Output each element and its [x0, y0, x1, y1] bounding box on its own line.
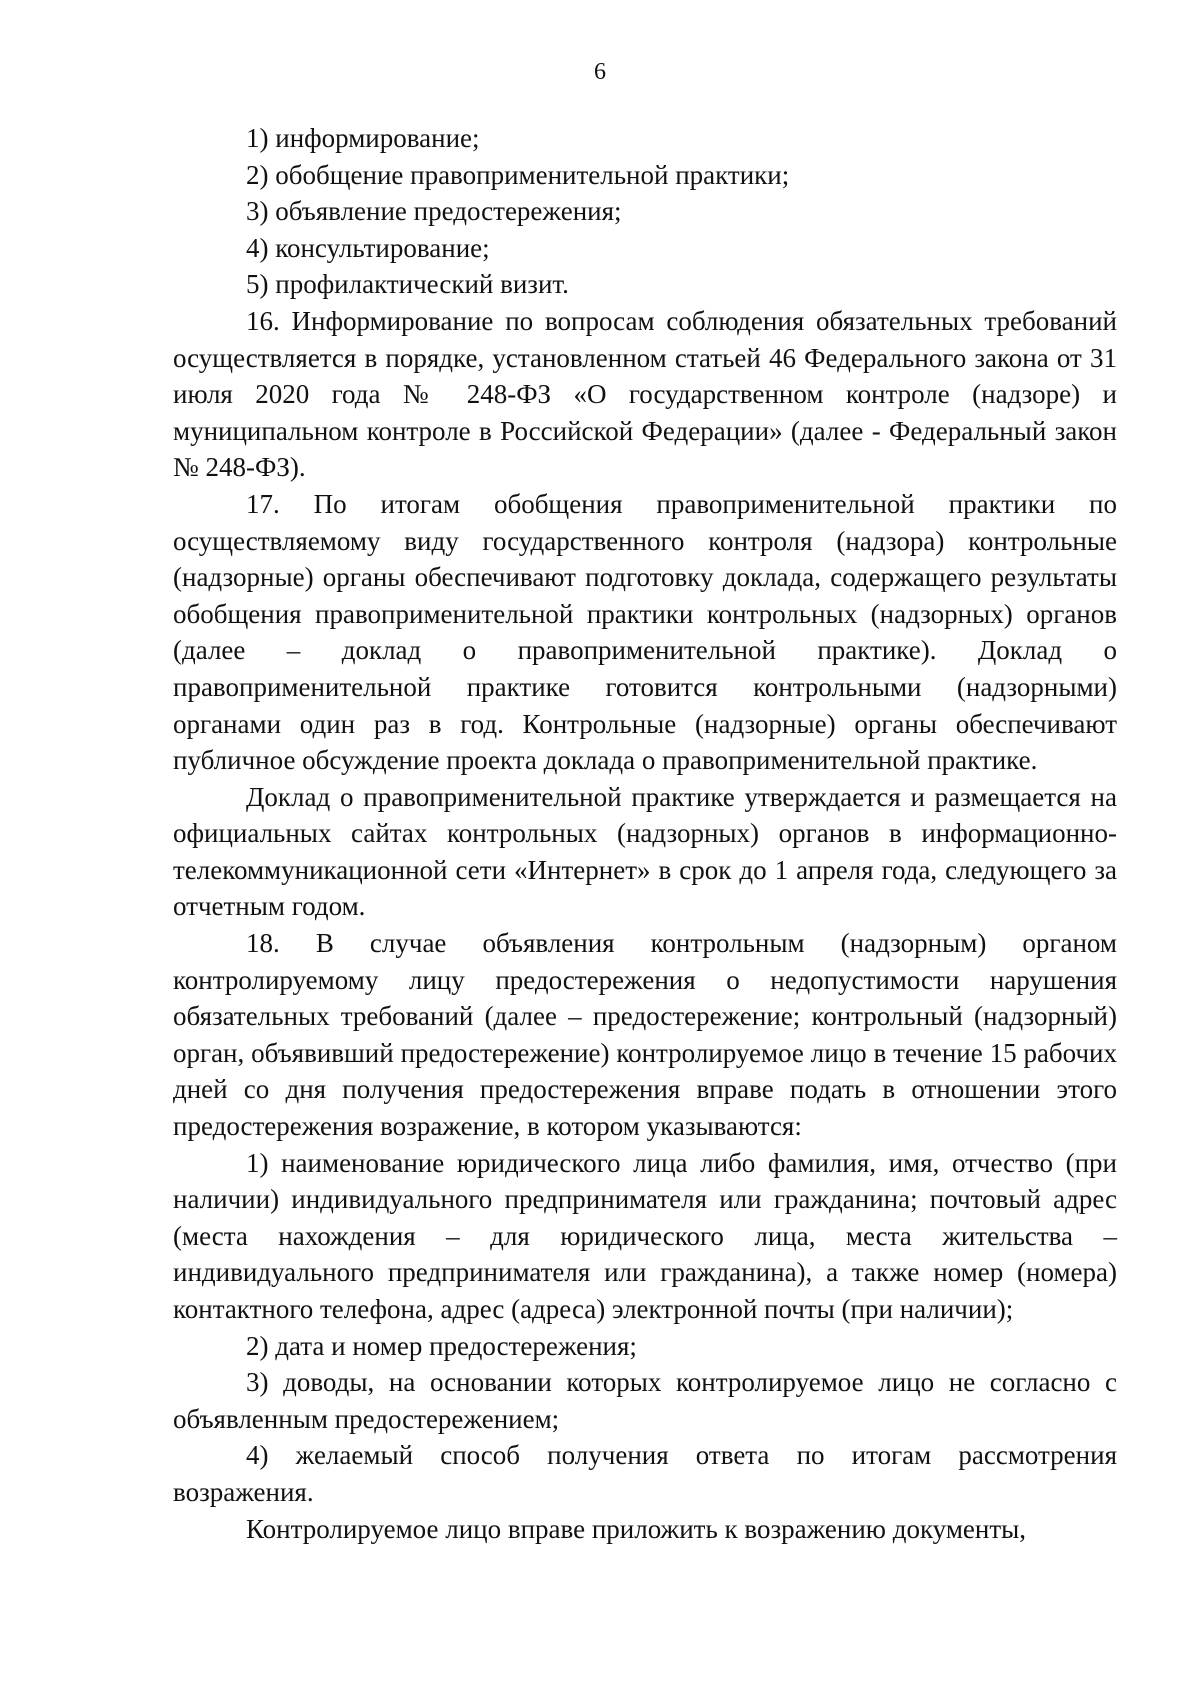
objection-item-4: 4) желаемый способ получения ответа по итогам рассмотрения возражения. — [173, 1440, 1117, 1507]
list-item-consulting: 4) консультирование; — [246, 232, 490, 263]
clause-17: 17. По итогам обобщения правоприменительной практики по осуществляемому виду государственного контроля (надзора) контрольные (надзорные) органы обеспечивают подготовку доклада, содержащего результаты обобщения правоприменительной практики контрольных (надзорных) органов (далее – доклад о правоприменительной практике). Доклад о правоприменительной практике готовится контрольными (надзорными) органами один раз в год. Контрольные (надзорные) органы обеспечивают публичное обсуждение проекта доклада о правоприменительной практике. — [173, 488, 1117, 776]
list-item-warning: 3) объявление предостережения; — [246, 196, 622, 227]
closing-paragraph: Контролируемое лицо вправе приложить к возражению документы, — [246, 1513, 1027, 1544]
objection-item-3: 3) доводы, на основании которых контролируемое лицо не согласно с объявленным предостережением; — [173, 1367, 1117, 1434]
list-item-generalization: 2) обобщение правоприменительной практики; — [246, 159, 790, 190]
list-item-preventive-visit: 5) профилактический визит. — [246, 269, 569, 300]
objection-item-1: 1) наименование юридического лица либо фамилия, имя, отчество (при наличии) индивидуального предпринимателя или гражданина; почтовый адрес (места нахождения – для юридического лица, места жительства – индивидуального предпринимателя или гражданина), а также номер (номера) контактного телефона, адрес (адреса) электронной почты (при наличии); — [173, 1147, 1117, 1324]
list-item-informing: 1) информирование; — [246, 123, 480, 153]
objection-item-2: 2) дата и номер предостережения; — [246, 1330, 637, 1361]
clause-18: 18. В случае объявления контрольным (надзорным) органом контролируемому лицу предостережения о недопустимости нарушения обязательных требований (далее – предостережение; контрольный (надзорный) орган, объявивший предостережение) контролируемое лицо в течение 15 рабочих дней со дня получения предостережения вправе подать в отношении этого предостережения возражение, в котором указываются: — [173, 928, 1117, 1142]
page-number: 6 — [594, 59, 606, 85]
clause-16: 16. Информирование по вопросам соблюдения обязательных требований осуществляется в порядке, установленном статьей 46 Федерального закона от 31 июля 2020 года № 248-ФЗ «О государственном контроле (надзоре) и муниципальном контроле в Российской Федерации» (далее - Федеральный закон № 248-ФЗ). — [173, 305, 1117, 483]
document-body — [173, 120, 1117, 1547]
clause-17-report-paragraph: Доклад о правоприменительной практике утверждается и размещается на официальных сайтах контрольных (надзорных) органов в информационно-телекоммуникационной сети «Интернет» в срок до 1 апреля года, следующего за отчетным годом. — [173, 781, 1117, 922]
